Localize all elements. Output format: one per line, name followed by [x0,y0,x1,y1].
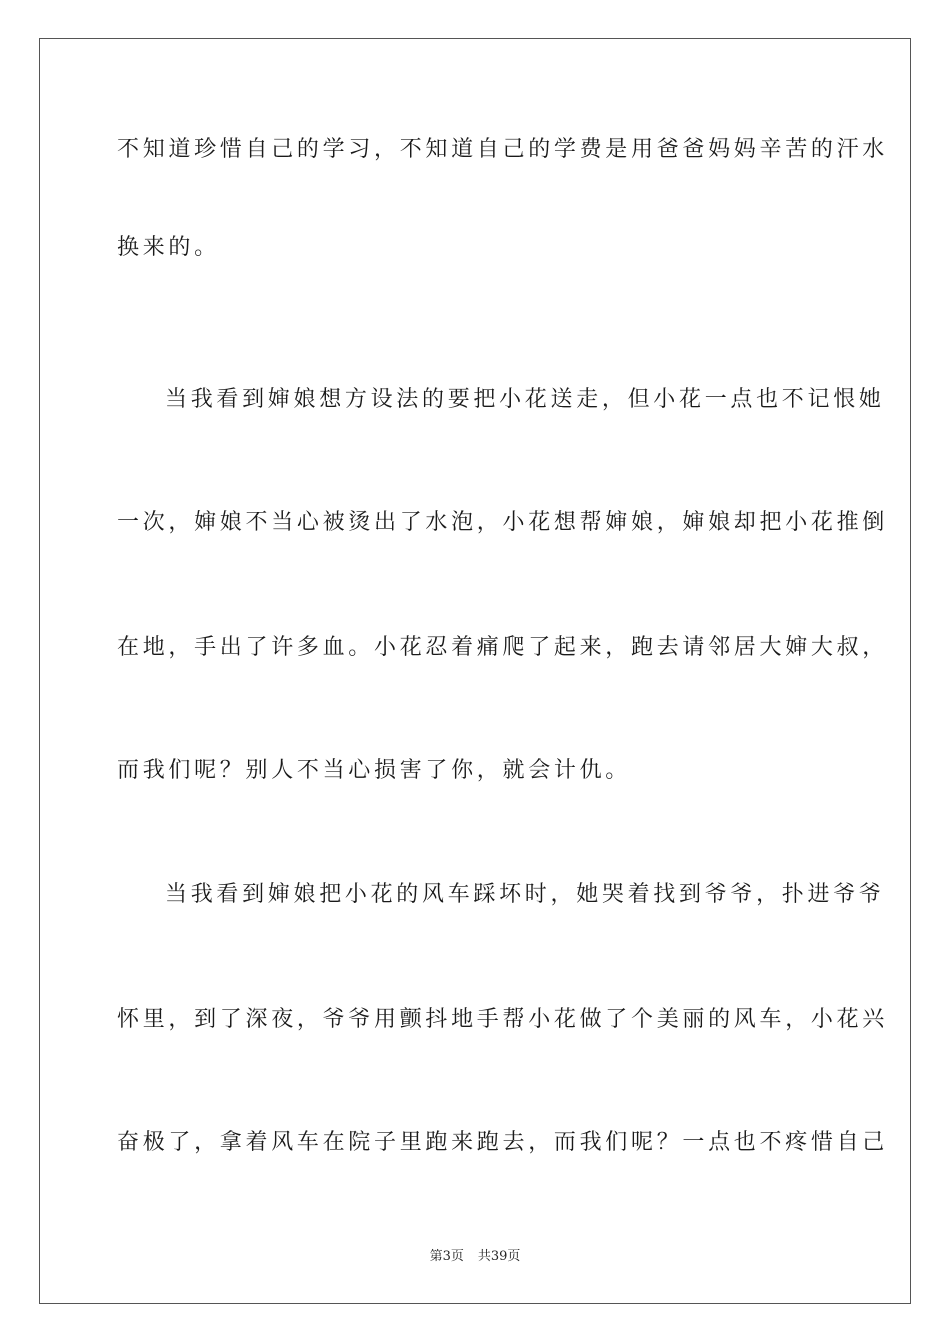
body-line-9: 奋极了，拿着风车在院子里跑来跑去，而我们呢？一点也不疼惜自己 [117,1130,889,1155]
body-line-7: 当我看到婶娘把小花的风车踩坏时，她哭着找到爷爷，扑进爷爷 [165,882,885,907]
body-line-5: 在地，手出了许多血。小花忍着痛爬了起来，跑去请邻居大婶大叔， [117,635,889,660]
page-number: 第3页 [429,1249,464,1264]
body-line-8: 怀里，到了深夜，爷爷用颤抖地手帮小花做了个美丽的风车，小花兴 [117,1007,889,1032]
body-line-3: 当我看到婶娘想方设法的要把小花送走，但小花一点也不记恨她 [165,387,885,412]
body-line-4: 一次，婶娘不当心被烫出了水泡，小花想帮婶娘，婶娘却把小花推倒 [117,510,889,535]
page-footer [0,1248,950,1266]
body-line-2: 换来的。 [117,235,220,260]
total-pages: 共39页 [477,1249,521,1264]
body-line-6: 而我们呢？别人不当心损害了你，就会计仇。 [117,758,632,783]
page-border [39,38,911,1304]
body-line-1: 不知道珍惜自己的学习，不知道自己的学费是用爸爸妈妈辛苦的汗水 [117,137,889,162]
